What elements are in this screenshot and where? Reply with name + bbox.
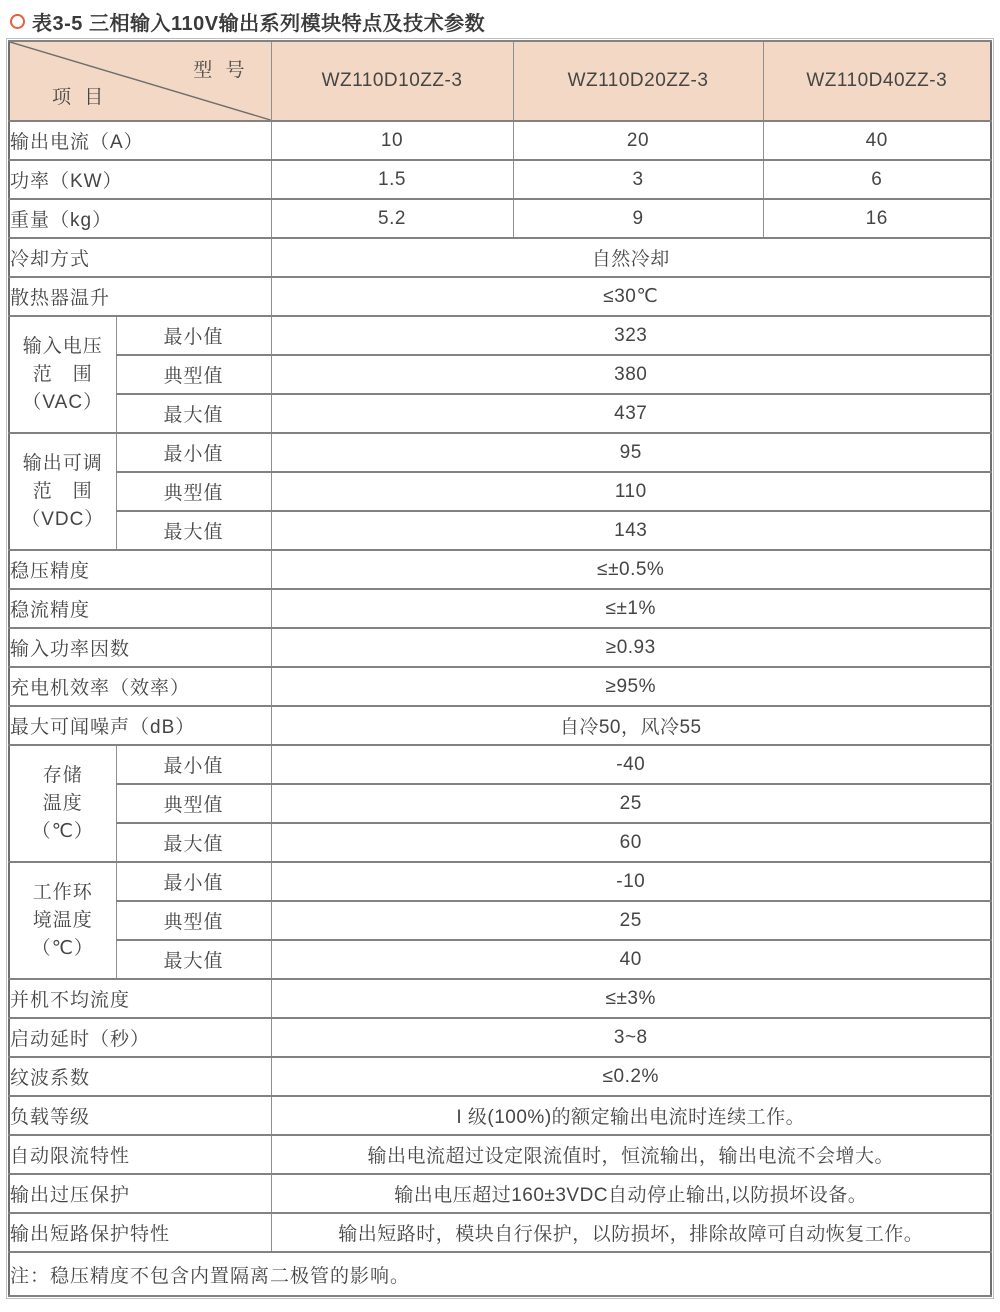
group-label-line: 工作环	[32, 881, 93, 903]
group-label-line: 输入电压	[22, 335, 103, 357]
group-label-line: （VDC）	[21, 508, 105, 530]
row-label: 自动限流特性	[9, 1135, 271, 1174]
value-cell: ≥0.93	[271, 628, 991, 667]
row-input-voltage-min	[9, 316, 991, 355]
row-heatsink-rise	[9, 277, 991, 316]
row-label: 冷却方式	[9, 238, 271, 277]
value-cell: 输出短路时，模块自行保护，以防损坏，排除故障可自动恢复工作。	[271, 1213, 991, 1252]
model-header-2: WZ110D20ZZ-3	[513, 41, 763, 121]
diagonal-header-cell	[9, 41, 271, 121]
group-label-line: 输出可调	[22, 452, 103, 474]
value-cell: 输出电压超过160±3VDC自动停止输出,以防损坏设备。	[271, 1174, 991, 1213]
row-current-accuracy	[9, 589, 991, 628]
value-cell: 40	[763, 121, 991, 160]
value-cell: 437	[271, 394, 991, 433]
value-cell: 323	[271, 316, 991, 355]
sub-label: 最大值	[116, 394, 271, 433]
row-storage-temp-typ	[9, 784, 991, 823]
sub-label: 最小值	[116, 433, 271, 472]
spec-table	[8, 40, 992, 1297]
row-weight	[9, 199, 991, 238]
sub-label: 最大值	[116, 940, 271, 979]
value-cell: 输出电流超过设定限流值时，恒流输出，输出电流不会增大。	[271, 1135, 991, 1174]
value-cell: 10	[271, 121, 513, 160]
row-storage-temp-max	[9, 823, 991, 862]
sub-label: 最大值	[116, 823, 271, 862]
row-label: 启动延时（秒）	[9, 1018, 271, 1057]
row-current-sharing	[9, 979, 991, 1018]
value-cell: 3	[513, 160, 763, 199]
header-corner-model: 型 号	[193, 60, 249, 81]
group-label-working-temp	[9, 862, 116, 979]
row-label: 功率（KW）	[9, 160, 271, 199]
row-input-voltage-typ	[9, 355, 991, 394]
value-cell: ≤30℃	[271, 277, 991, 316]
group-label-line: （℃）	[31, 820, 94, 842]
sub-label: 最小值	[116, 745, 271, 784]
row-voltage-accuracy	[9, 550, 991, 589]
row-power	[9, 160, 991, 199]
value-cell: -10	[271, 862, 991, 901]
value-cell: 16	[763, 199, 991, 238]
caption-circle-icon	[10, 14, 25, 29]
value-cell: 9	[513, 199, 763, 238]
value-cell: 6	[763, 160, 991, 199]
group-label-line: 范 围	[32, 480, 93, 502]
row-output-range-typ	[9, 472, 991, 511]
caption-text: 表3-5 三相输入110V输出系列模块特点及技术参数	[32, 12, 486, 35]
value-cell: ≤0.2%	[271, 1057, 991, 1096]
model-header-3: WZ110D40ZZ-3	[763, 41, 991, 121]
value-cell: 5.2	[271, 199, 513, 238]
sub-label: 典型值	[116, 472, 271, 511]
group-label-line: 范 围	[32, 363, 93, 385]
row-label: 重量（kg）	[9, 199, 271, 238]
sub-label: 最小值	[116, 862, 271, 901]
value-cell: I 级(100%)的额定输出电流时连续工作。	[271, 1096, 991, 1135]
group-label-output-range	[9, 433, 116, 550]
row-label: 输出电流（A）	[9, 121, 271, 160]
value-cell: 380	[271, 355, 991, 394]
header-corner-item: 项 目	[52, 87, 108, 108]
value-cell: 25	[271, 901, 991, 940]
group-label-input-voltage	[9, 316, 116, 433]
row-output-current	[9, 121, 991, 160]
row-scp	[9, 1213, 991, 1252]
row-output-range-min	[9, 433, 991, 472]
row-ripple	[9, 1057, 991, 1096]
row-label: 纹波系数	[9, 1057, 271, 1096]
value-cell: 60	[271, 823, 991, 862]
value-cell: 110	[271, 472, 991, 511]
sub-label: 最大值	[116, 511, 271, 550]
row-noise	[9, 706, 991, 745]
row-efficiency	[9, 667, 991, 706]
value-cell: ≤±3%	[271, 979, 991, 1018]
row-input-voltage-max	[9, 394, 991, 433]
value-cell: -40	[271, 745, 991, 784]
value-cell: 143	[271, 511, 991, 550]
row-working-temp-min	[9, 862, 991, 901]
header-row	[9, 41, 991, 121]
value-cell: 40	[271, 940, 991, 979]
value-cell: ≤±1%	[271, 589, 991, 628]
value-cell: 自然冷却	[271, 238, 991, 277]
row-ovp	[9, 1174, 991, 1213]
row-label: 输出过压保护	[9, 1174, 271, 1213]
value-cell: 20	[513, 121, 763, 160]
table-caption	[10, 6, 992, 36]
row-storage-temp-min	[9, 745, 991, 784]
value-cell: 25	[271, 784, 991, 823]
value-cell: ≤±0.5%	[271, 550, 991, 589]
group-label-storage-temp	[9, 745, 116, 862]
sub-label: 典型值	[116, 784, 271, 823]
group-label-line: （℃）	[31, 937, 94, 959]
sub-label: 最小值	[116, 316, 271, 355]
row-power-factor	[9, 628, 991, 667]
row-label: 散热器温升	[9, 277, 271, 316]
row-working-temp-typ	[9, 901, 991, 940]
value-cell: 3~8	[271, 1018, 991, 1057]
row-label: 负载等级	[9, 1096, 271, 1135]
value-cell: ≥95%	[271, 667, 991, 706]
value-cell: 1.5	[271, 160, 513, 199]
row-working-temp-max	[9, 940, 991, 979]
sub-label: 典型值	[116, 901, 271, 940]
row-cooling	[9, 238, 991, 277]
row-label: 最大可闻噪声（dB）	[9, 706, 271, 745]
row-startup-delay	[9, 1018, 991, 1057]
row-current-limit	[9, 1135, 991, 1174]
group-label-line: 境温度	[32, 909, 93, 931]
note-row	[9, 1252, 991, 1296]
group-label-line: 温度	[42, 792, 83, 814]
row-label: 并机不均流度	[9, 979, 271, 1018]
row-label: 输出短路保护特性	[9, 1213, 271, 1252]
row-label: 输入功率因数	[9, 628, 271, 667]
value-cell: 自冷50，风冷55	[271, 706, 991, 745]
group-label-line: 存储	[42, 764, 83, 786]
value-cell: 95	[271, 433, 991, 472]
model-header-1: WZ110D10ZZ-3	[271, 41, 513, 121]
row-output-range-max	[9, 511, 991, 550]
row-label: 充电机效率（效率）	[9, 667, 271, 706]
note-text: 注：稳压精度不包含内置隔离二极管的影响。	[9, 1252, 991, 1296]
row-label: 稳压精度	[9, 550, 271, 589]
row-load-grade	[9, 1096, 991, 1135]
row-label: 稳流精度	[9, 589, 271, 628]
sub-label: 典型值	[116, 355, 271, 394]
group-label-line: （VAC）	[22, 391, 104, 413]
